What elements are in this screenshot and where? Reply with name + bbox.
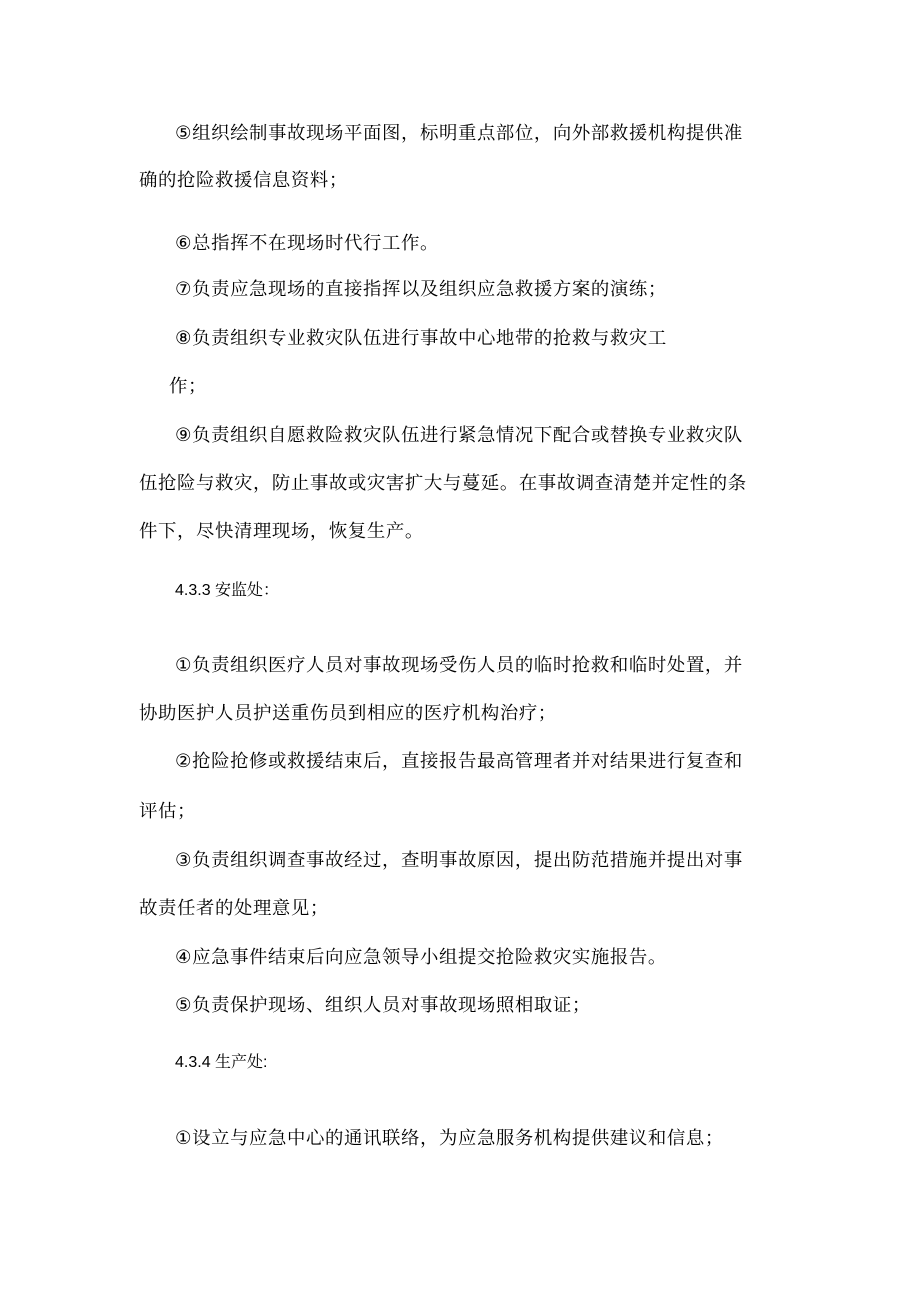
paragraph-line: 评估； bbox=[139, 801, 196, 822]
paragraph-line: ③负责组织调查事故经过，查明事故原因，提出防范措施并提出对事 bbox=[175, 850, 743, 871]
paragraph-line: ⑦负责应急现场的直接指挥以及组织应急救援方案的演练； bbox=[175, 279, 667, 300]
paragraph-line: ①负责组织医疗人员对事故现场受伤人员的临时抢救和临时处置，并 bbox=[175, 655, 743, 676]
paragraph-line: ④应急事件结束后向应急领导小组提交抢险救灾实施报告。 bbox=[175, 947, 667, 968]
paragraph-line: ⑤组织绘制事故现场平面图，标明重点部位，向外部救援机构提供准 bbox=[175, 123, 743, 144]
paragraph-line: ⑤负责保护现场、组织人员对事故现场照相取证； bbox=[175, 995, 591, 1016]
paragraph-line: ⑧负责组织专业救灾队伍进行事故中心地带的抢救与救灾工 bbox=[175, 328, 667, 349]
paragraph-line: 伍抢险与救灾，防止事故或灾害扩大与蔓延。在事故调查清楚并定性的条 bbox=[139, 473, 747, 494]
section-heading: 4.3.3 安监处： bbox=[175, 582, 280, 599]
paragraph-line: ①设立与应急中心的通讯联络，为应急服务机构提供建议和信息； bbox=[175, 1128, 724, 1149]
paragraph-line: 协助医护人员护送重伤员到相应的医疗机构治疗； bbox=[139, 703, 557, 724]
paragraph-line: 确的抢险救援信息资料； bbox=[139, 170, 348, 191]
paragraph-line: 故责任者的处理意见； bbox=[139, 898, 329, 919]
paragraph-line: 作； bbox=[169, 376, 207, 397]
paragraph-line: ②抢险抢修或救援结束后，直接报告最高管理者并对结果进行复查和 bbox=[175, 751, 743, 772]
paragraph-line: ⑥总指挥不在现场时代行工作。 bbox=[175, 233, 439, 254]
paragraph-line: 件下，尽快清理现场，恢复生产。 bbox=[139, 521, 424, 542]
section-heading: 4.3.4 生产处: bbox=[175, 1054, 268, 1071]
paragraph-line: ⑨负责组织自愿救险救灾队伍进行紧急情况下配合或替换专业救灾队 bbox=[175, 425, 743, 446]
